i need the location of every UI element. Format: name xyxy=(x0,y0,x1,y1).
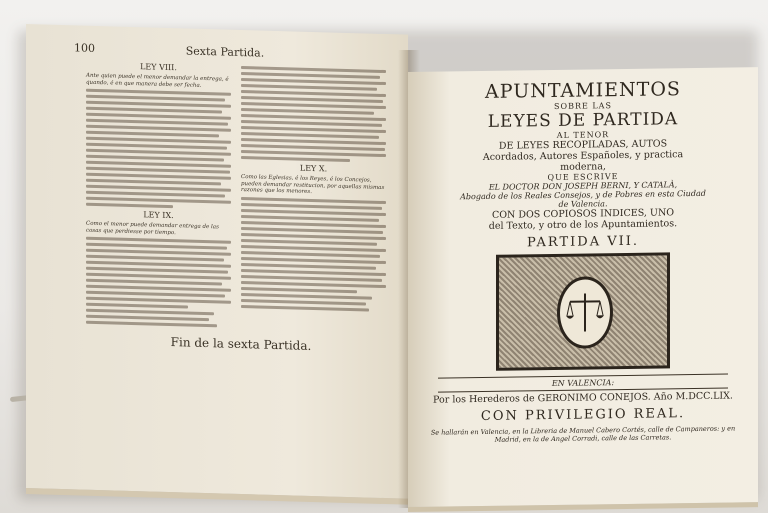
imprint-printer: Por los Herederos de GERONIMO CONEJOS. Año M.DCC.LIX. xyxy=(433,390,733,406)
title-line-7: moderna, xyxy=(560,161,606,173)
law-8-summary: Ante quien puede el menor demandar la entrega, é quando, é en que manera debe ser fecha. xyxy=(86,72,229,89)
royal-privilege: CON PRIVILEGIO REAL. xyxy=(480,406,686,424)
law-9-summary: Como el menor puede demandar entrega de las cosas que perdiesse por tiempo. xyxy=(86,220,219,236)
right-column xyxy=(241,63,386,335)
title-page xyxy=(408,67,758,512)
sale-notice: Se hallarán en Valencia, en la Libreria de Manuel Cabero Cortés, calle de Campaneros: y en Madrid, en la de Angel Corradi, calle de las Carretas. xyxy=(430,424,736,444)
title-line-6: Acordados, Autores Españoles, y practica xyxy=(482,149,684,163)
text-columns xyxy=(86,59,396,336)
engraved-emblem-scales xyxy=(496,252,670,370)
scales-of-justice-icon xyxy=(557,276,613,349)
left-column xyxy=(86,59,231,331)
title-line-1: APUNTAMIENTOS xyxy=(485,78,681,103)
law-10-summary: Como las Eglesias, é los Reyes, é los Concejos, pueden demandar restitucion, por aquellas mismas razones que los menores. xyxy=(241,174,385,195)
law-8-body xyxy=(86,89,231,210)
running-head: Sexta Partida. xyxy=(185,44,265,60)
indices-line-2: del Texto, y otro de los Apuntamientos. xyxy=(488,218,678,232)
law-9-heading: LEY IX. xyxy=(143,210,174,221)
author-line-2: Abogado de los Reales Consejos, y de Pobres en esta Ciudad xyxy=(460,188,706,202)
open-book xyxy=(10,10,768,510)
title-line-4: AL TENOR xyxy=(556,130,610,140)
title-line-2: SOBRE LAS xyxy=(554,101,612,111)
indices-line-1: CON DOS COPIOSOS INDICES, UNO xyxy=(491,207,675,221)
imprint-place: EN VALENCIA: xyxy=(551,378,615,388)
law-8-continuation xyxy=(241,66,386,163)
law-9-body xyxy=(86,237,231,328)
title-line-8: QUE ESCRIVE xyxy=(547,172,619,183)
title-line-3: LEYES DE PARTIDA xyxy=(487,109,679,132)
law-10-body xyxy=(241,197,386,312)
author-line-3: de Valencia. xyxy=(558,199,608,209)
law-8-heading: LEY VIII. xyxy=(140,62,177,73)
left-page xyxy=(26,24,408,505)
author-line-1: EL DOCTOR DON JOSEPH BERNI, Y CATALÀ, xyxy=(488,180,678,192)
end-of-partida: Fin de la sexta Partida. xyxy=(170,335,312,353)
title-line-5: DE LEYES RECOPILADAS, AUTOS xyxy=(498,138,668,152)
partida-heading: PARTIDA VII. xyxy=(526,233,640,251)
law-10-heading: LEY X. xyxy=(299,163,328,174)
page-number: 100 xyxy=(74,41,95,55)
